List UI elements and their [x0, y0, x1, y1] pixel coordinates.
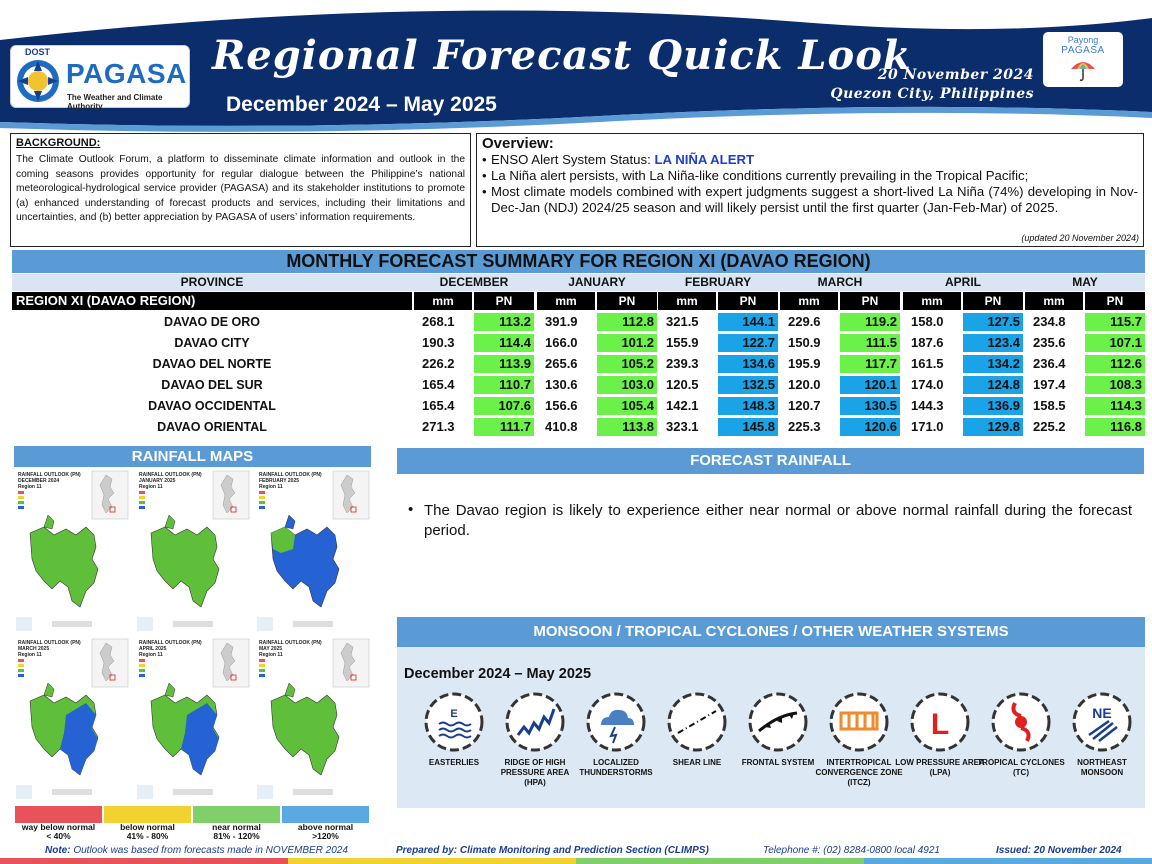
overview-updated: (updated 20 November 2024) — [1021, 233, 1139, 243]
mm-subheader: mm — [903, 292, 961, 310]
page-title: Regional Forecast Quick Look — [212, 32, 912, 79]
footer-telephone: Telephone #: (02) 8284-0800 local 4921 — [763, 845, 940, 856]
rainfall-mm-cell: 225.2 — [1033, 419, 1066, 434]
map-caption — [259, 472, 322, 490]
umbrella-icon — [1070, 57, 1096, 83]
map-caption — [259, 640, 322, 658]
lpa-icon — [909, 691, 971, 753]
month-header: MARCH — [817, 275, 863, 289]
pn-subheader: PN — [963, 292, 1023, 310]
shear-line-icon — [666, 691, 728, 753]
rainfall-mm-cell: 158.0 — [911, 314, 944, 329]
legend-label-range: 81% - 120% — [213, 831, 260, 841]
rainfall-map — [135, 637, 251, 802]
region-label: REGION XI (DAVAO REGION) — [12, 292, 412, 310]
rainfall-mm-cell: 410.8 — [545, 419, 578, 434]
percent-normal-cell: 145.8 — [718, 418, 778, 436]
weather-system-label: EASTERLIES — [428, 758, 480, 767]
bullet-icon: • — [408, 501, 414, 518]
rainfall-mm-cell: 166.0 — [545, 335, 578, 350]
percent-normal-cell: 113.9 — [474, 355, 534, 373]
percent-normal-cell: 134.2 — [963, 355, 1023, 373]
map-caption-month: MARCH 2025 — [18, 646, 50, 652]
rainfall-mm-cell: 235.6 — [1033, 335, 1066, 350]
map-caption-region: Region 11 — [259, 652, 283, 658]
footer-color-bar-blue — [864, 858, 1152, 864]
payong-label: Payong — [1067, 35, 1099, 45]
weather-system-label: FRONTAL SYSTEM — [741, 758, 815, 767]
rainfall-mm-cell: 195.9 — [788, 356, 821, 371]
province-name: DAVAO DEL NORTE — [152, 357, 272, 371]
rainfall-mm-cell: 225.3 — [788, 419, 821, 434]
rainfall-mm-cell: 226.2 — [422, 356, 455, 371]
footer-prepared — [396, 845, 709, 856]
pn-subheader: PN — [718, 292, 778, 310]
percent-normal-cell: 114.4 — [474, 334, 534, 352]
agency-name: PAGASA — [66, 58, 187, 89]
overview-item-la-nina: • La Niña alert persists, with La Niña-like conditions currently prevailing in the Tropical Pacific; — [482, 168, 1138, 184]
rainfall-mm-cell: 229.6 — [788, 314, 821, 329]
pagasa-logo — [10, 45, 190, 111]
northeast-monsoon-icon — [1071, 691, 1133, 753]
legend-label — [281, 823, 370, 841]
itcz-icon — [828, 691, 890, 753]
rainfall-map — [14, 637, 130, 802]
legend-label-name: below normal — [120, 822, 175, 832]
percent-normal-cell: 124.8 — [963, 376, 1023, 394]
percent-normal-cell: 114.3 — [1085, 397, 1145, 415]
tropical-cyclone-icon — [990, 691, 1052, 753]
issue-place: Quezon City, Philippines — [830, 86, 1034, 102]
percent-normal-cell: 120.6 — [840, 418, 900, 436]
percent-normal-cell: 113.8 — [597, 418, 657, 436]
overview-item-models: • Most climate models combined with expert judgments suggest a short-lived La Niña (74%) developing in Nov-Dec-Jan (NDJ) 2024/25 season and will likely persist until the first quarter (Jan-Feb-Mar) of 2025. — [482, 184, 1138, 216]
rainfall-mm-cell: 165.4 — [422, 377, 455, 392]
forecast-rainfall-title: FORECAST RAINFALL — [397, 448, 1144, 474]
month-header: FEBRUARY — [684, 275, 752, 289]
percent-normal-cell: 110.7 — [474, 376, 534, 394]
province-name: DAVAO DE ORO — [163, 315, 261, 329]
weather-system-label: LOCALIZED THUNDERSTORMS — [579, 758, 653, 777]
percent-normal-cell: 112.6 — [1085, 355, 1145, 373]
map-caption-title: RAINFALL OUTLOOK (PN) — [139, 472, 202, 478]
easterlies-icon — [423, 691, 485, 753]
header-banner — [0, 0, 1152, 132]
weather-system-label: SHEAR LINE — [672, 758, 722, 767]
rainfall-mm-cell: 120.7 — [788, 398, 821, 413]
rainfall-mm-cell: 142.1 — [666, 398, 699, 413]
percent-normal-cell: 122.7 — [718, 334, 778, 352]
rainfall-map — [255, 469, 371, 634]
background-title: BACKGROUND: — [16, 137, 101, 149]
percent-normal-cell: 148.3 — [718, 397, 778, 415]
legend-swatch — [15, 806, 102, 823]
province-name: DAVAO ORIENTAL — [157, 420, 267, 434]
map-caption — [18, 640, 81, 658]
percent-normal-cell: 123.4 — [963, 334, 1023, 352]
summary-table-title: MONTHLY FORECAST SUMMARY FOR REGION XI (DAVAO REGION) — [12, 250, 1145, 273]
percent-normal-cell: 117.7 — [840, 355, 900, 373]
enso-status: LA NIÑA ALERT — [654, 152, 755, 167]
legend-swatch — [282, 806, 369, 823]
percent-normal-cell: 134.6 — [718, 355, 778, 373]
percent-normal-cell: 115.7 — [1085, 313, 1145, 331]
weather-systems-period: December 2024 – May 2025 — [404, 666, 592, 682]
pn-subheader: PN — [840, 292, 900, 310]
weather-system-label: INTERTROPICAL CONVERGENCE ZONE (ITCZ) — [815, 758, 903, 787]
footer-color-bar-yellow — [288, 858, 576, 864]
thunderstorm-icon — [585, 691, 647, 753]
rainfall-mm-cell: 197.4 — [1033, 377, 1066, 392]
percent-normal-cell: 101.2 — [597, 334, 657, 352]
percent-normal-cell: 130.5 — [840, 397, 900, 415]
percent-normal-cell: 119.2 — [840, 313, 900, 331]
rainfall-mm-cell: 236.4 — [1033, 356, 1066, 371]
map-caption-region: Region 11 — [259, 484, 283, 490]
payong-pagasa-logo — [1043, 32, 1123, 87]
issue-date: 20 November 2024 — [877, 67, 1034, 83]
rainfall-map — [14, 469, 130, 634]
rainfall-mm-cell: 150.9 — [788, 335, 821, 350]
percent-normal-cell: 144.1 — [718, 313, 778, 331]
rainfall-map — [135, 469, 251, 634]
enso-label: ENSO Alert System Status: — [491, 152, 655, 167]
rainfall-mm-cell: 171.0 — [911, 419, 944, 434]
month-header: MAY — [1072, 275, 1098, 289]
map-caption — [139, 472, 202, 490]
percent-normal-cell: 105.2 — [597, 355, 657, 373]
footer-color-bar-red — [0, 858, 288, 864]
legend-swatch — [193, 806, 280, 823]
pagasa-emblem-icon — [15, 58, 61, 104]
map-caption-title: RAINFALL OUTLOOK (PN) — [259, 472, 322, 478]
footer-color-bar-green — [576, 858, 864, 864]
rainfall-mm-cell: 239.3 — [666, 356, 699, 371]
map-caption-title: RAINFALL OUTLOOK (PN) — [139, 640, 202, 646]
background-text: The Climate Outlook Forum, a platform to disseminate climate information and outlook in the coming seasons provides opportunity for regular dialogue between the Philippine’s national meteorological-hydrological service provider (PAGASA) and its stakeholder institutions to promote (a) enhanced understanding of forecast products and services, including their limitations and uncertainties, and (b) better appreciation by PAGASA of users’ information requirements. — [16, 154, 465, 223]
province-header: PROVINCE — [180, 275, 244, 289]
ridge-icon — [504, 691, 566, 753]
rainfall-mm-cell: 120.5 — [666, 377, 699, 392]
percent-normal-cell: 107.1 — [1085, 334, 1145, 352]
rainfall-mm-cell: 391.9 — [545, 314, 578, 329]
footer-prepared-text: Prepared by: Climate Monitoring and Prediction Section (CLIMPS) — [396, 845, 709, 856]
month-header: DECEMBER — [439, 275, 509, 289]
legend-label — [103, 823, 192, 841]
mm-subheader: mm — [658, 292, 716, 310]
map-caption-region: Region 11 — [139, 652, 163, 658]
rainfall-maps-title: RAINFALL MAPS — [14, 446, 371, 467]
overview-title: Overview: — [482, 135, 554, 152]
rainfall-mm-cell: 165.4 — [422, 398, 455, 413]
rainfall-mm-cell: 187.6 — [911, 335, 944, 350]
forecast-rainfall-text: The Davao region is likely to experience either near normal or above normal rainfall during the forecast period. — [424, 502, 1132, 539]
map-caption-month: FEBRUARY 2025 — [259, 478, 300, 484]
percent-normal-cell: 132.5 — [718, 376, 778, 394]
percent-normal-cell: 107.6 — [474, 397, 534, 415]
mm-subheader: mm — [414, 292, 472, 310]
pn-subheader: PN — [474, 292, 534, 310]
rainfall-mm-cell: 158.5 — [1033, 398, 1066, 413]
payong-pagasa-label: PAGASA — [1061, 45, 1105, 56]
rainfall-mm-cell: 321.5 — [666, 314, 699, 329]
percent-normal-cell: 103.0 — [597, 376, 657, 394]
map-caption — [18, 472, 81, 490]
map-caption — [139, 640, 202, 658]
rainfall-mm-cell: 130.6 — [545, 377, 578, 392]
ne-letters: NE — [1092, 705, 1112, 721]
legend-label — [14, 823, 103, 841]
overview-enso-item — [482, 152, 1138, 168]
map-caption-region: Region 11 — [18, 652, 42, 658]
agency-tagline: The Weather and Climate Authority — [67, 93, 163, 111]
pn-subheader: PN — [597, 292, 657, 310]
footer-issued — [996, 845, 1122, 856]
percent-normal-cell: 111.5 — [840, 334, 900, 352]
percent-normal-cell: 136.9 — [963, 397, 1023, 415]
weather-system-label: TROPICAL CYCLONES (TC) — [977, 758, 1065, 777]
legend-label-range: < 40% — [46, 831, 71, 841]
legend-label-name: way below normal — [21, 822, 96, 832]
legend-label-range: 41% - 80% — [126, 831, 169, 841]
mm-subheader: mm — [780, 292, 838, 310]
percent-normal-cell: 113.2 — [474, 313, 534, 331]
map-caption-title: RAINFALL OUTLOOK (PN) — [18, 640, 81, 646]
rainfall-mm-cell: 271.3 — [422, 419, 455, 434]
percent-normal-cell: 116.8 — [1085, 418, 1145, 436]
page-subtitle: December 2024 – May 2025 — [226, 93, 497, 116]
rainfall-legend — [14, 806, 371, 841]
legend-label-range: >120% — [312, 831, 339, 841]
rainfall-mm-cell: 156.6 — [545, 398, 578, 413]
pn-subheader: PN — [1085, 292, 1145, 310]
province-name: DAVAO DEL SUR — [161, 378, 263, 392]
rainfall-mm-cell: 265.6 — [545, 356, 578, 371]
percent-normal-cell: 108.3 — [1085, 376, 1145, 394]
legend-swatch — [104, 806, 191, 823]
weather-systems-title: MONSOON / TROPICAL CYCLONES / OTHER WEATHER SYSTEMS — [397, 617, 1145, 647]
legend-label-name: above normal — [297, 822, 354, 832]
percent-normal-cell: 127.5 — [963, 313, 1023, 331]
map-caption-month: APRIL 2025 — [139, 646, 167, 652]
weather-system-label: LOW PRESSURE AREA (LPA) — [895, 758, 985, 777]
overview-box — [476, 133, 1144, 247]
rainfall-mm-cell: 174.0 — [911, 377, 944, 392]
footer-note-label: Note: — [45, 845, 71, 856]
month-header: APRIL — [945, 275, 981, 289]
percent-normal-cell: 129.8 — [963, 418, 1023, 436]
map-caption-region: Region 11 — [18, 484, 42, 490]
map-caption-region: Region 11 — [139, 484, 163, 490]
rainfall-mm-cell: 161.5 — [911, 356, 944, 371]
lpa-letter: L — [930, 708, 950, 741]
percent-normal-cell: 105.4 — [597, 397, 657, 415]
frontal-system-icon — [747, 691, 809, 753]
percent-normal-cell: 120.1 — [840, 376, 900, 394]
mm-subheader: mm — [537, 292, 595, 310]
legend-label — [192, 823, 281, 841]
map-caption-title: RAINFALL OUTLOOK (PN) — [259, 640, 322, 646]
footer-note-text: Outlook was based from forecasts made in NOVEMBER 2024 — [73, 845, 348, 856]
month-header: JANUARY — [568, 275, 626, 289]
background-box — [10, 133, 471, 247]
rainfall-mm-cell: 234.8 — [1033, 314, 1066, 329]
province-name: DAVAO CITY — [174, 336, 250, 350]
footer-note — [45, 845, 348, 856]
rainfall-mm-cell: 144.3 — [911, 398, 944, 413]
weather-system-label: RIDGE OF HIGH PRESSURE AREA (HPA) — [500, 758, 570, 787]
rainfall-mm-cell: 323.1 — [666, 419, 699, 434]
dost-label: DOST — [25, 47, 51, 57]
rainfall-mm-cell: 120.0 — [788, 377, 821, 392]
percent-normal-cell: 111.7 — [474, 418, 534, 436]
percent-normal-cell: 112.8 — [597, 313, 657, 331]
mm-subheader: mm — [1025, 292, 1083, 310]
weather-system-label: NORTHEAST MONSOON — [1077, 758, 1127, 777]
map-caption-month: JANUARY 2025 — [139, 478, 176, 484]
rainfall-mm-cell: 268.1 — [422, 314, 455, 329]
province-name: DAVAO OCCIDENTAL — [148, 399, 276, 413]
rainfall-mm-cell: 155.9 — [666, 335, 699, 350]
rainfall-mm-cell: 190.3 — [422, 335, 455, 350]
rainfall-map — [255, 637, 371, 802]
legend-label-name: near normal — [212, 822, 261, 832]
map-caption-month: MAY 2025 — [259, 646, 283, 652]
map-caption-month: DECEMBER 2024 — [18, 478, 60, 484]
footer-issued-text: Issued: 20 November 2024 — [996, 845, 1122, 856]
map-caption-title: RAINFALL OUTLOOK (PN) — [18, 472, 81, 478]
table-header-row — [12, 274, 1145, 291]
easterlies-letter: E — [450, 708, 458, 720]
